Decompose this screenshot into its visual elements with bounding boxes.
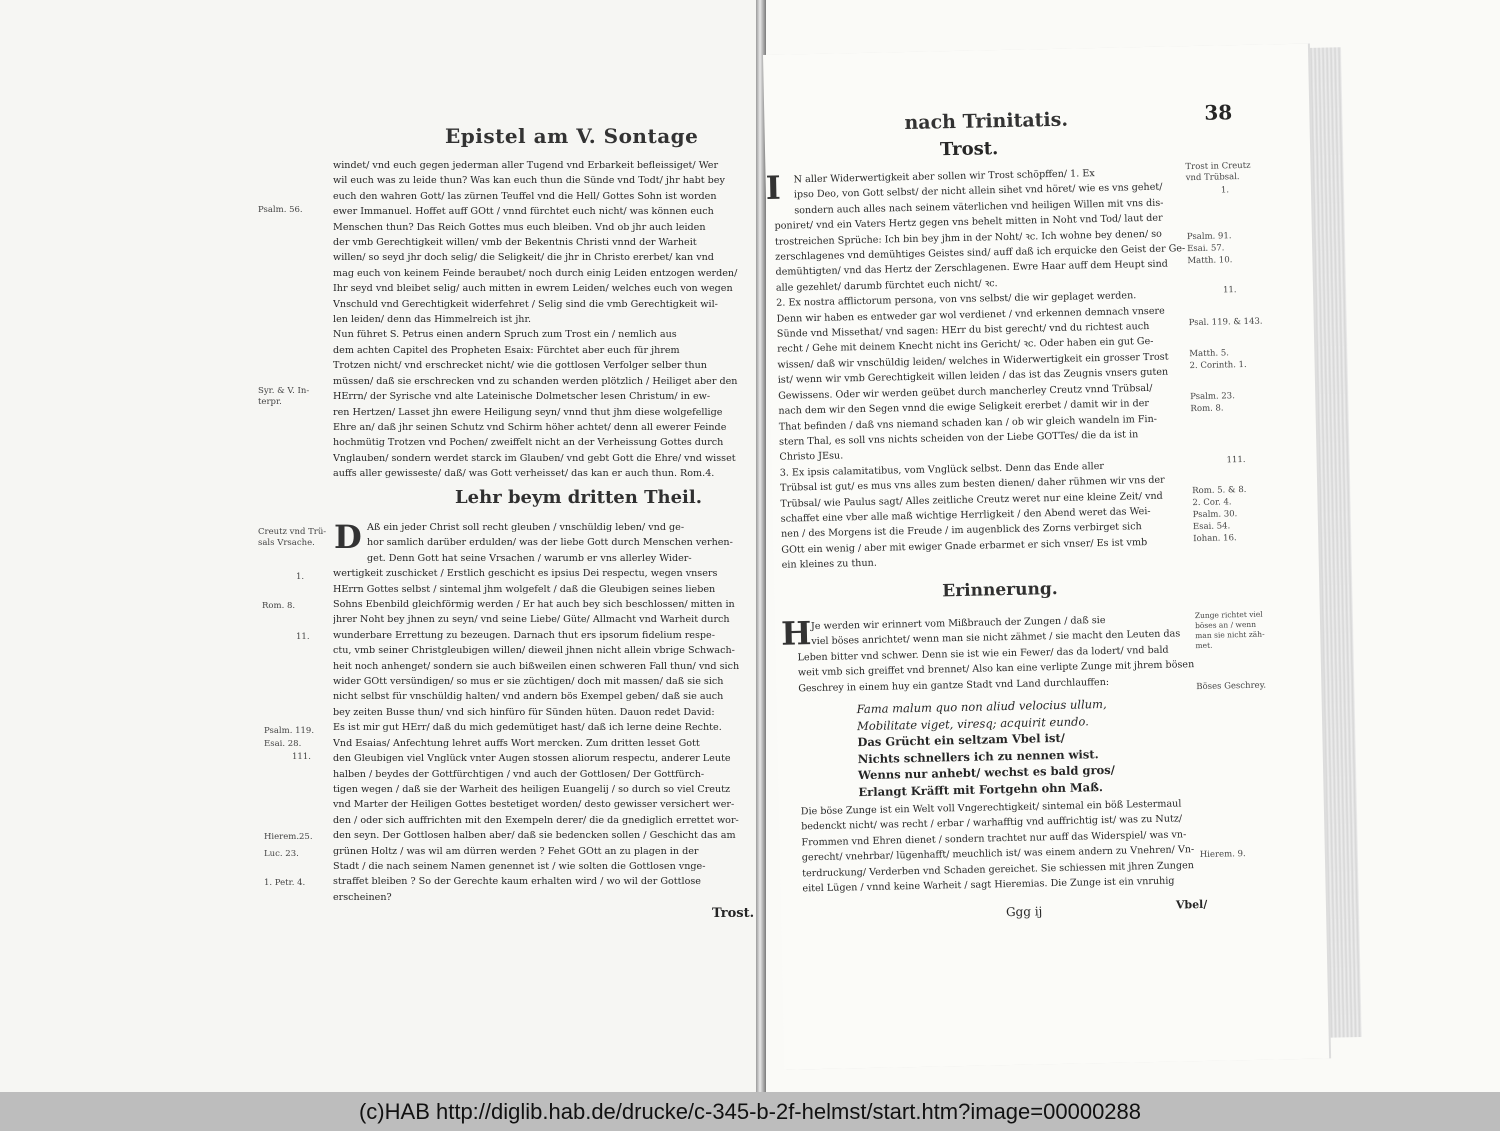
text-line: Stadt / die nach seinem Namen genennet ist / wie solten die Gottlosen vnge- (333, 860, 706, 872)
left-page (0, 0, 765, 1092)
right-margin-note: Psalm. 23. (1190, 391, 1235, 403)
verse-latin-line: Fama malum quo non aliud velocius ullum, (856, 696, 1107, 717)
text-line: GOtt ein wenig / aber mit ewiger Gnade erbarmet er sich vnser/ Es ist vmb (781, 536, 1148, 556)
text-line: ctu, vmb seiner Christgleubigen willen/ dieweil jhnen nicht allein vbrige Schwach- (333, 645, 735, 657)
right-top-text-block (773, 164, 1191, 573)
right-margin-note: böses an / wenn (1194, 619, 1257, 631)
text-line: straffet bleiben ? So der Gerechte kaum erhalten wird / wo wil der Gottlose (333, 876, 701, 888)
text-line: Vnschuld vnd Gerechtigkeit widerfehret / Selig sind die vmb Gerechtigkeit wil- (333, 298, 718, 310)
right-bottom-text-block (801, 796, 1203, 897)
right-margin-note: vnd Trübsal. (1185, 172, 1240, 184)
text-line: Trübsal ist gut/ es mus vns alles zum besten dienen/ daher rühmen wir vns der (779, 474, 1165, 494)
left-margin-note: terpr. (258, 397, 282, 407)
text-line: tigen wegen / daß sie der Warheit des heiligen Euangelij / so durch so viel Creutz (333, 783, 731, 795)
text-line: Vnglauben/ sondern werdet starck im Glauben/ vnd gebt Gott die Ehre/ vnd wisset (333, 452, 736, 464)
left-margin-note: sals Vrsache. (258, 538, 315, 548)
right-margin-note: Matth. 5. (1189, 348, 1230, 360)
text-line: hochmütig Trotzen vnd Pochen/ zweiffelt nicht an der Verheissung Gottes durch (333, 437, 724, 449)
text-line: wunderbare Errettung zu bezeugen. Darnach thut ers ipsorum fidelium respe- (333, 629, 715, 641)
signature-mark: Ggg ij (1005, 904, 1043, 920)
verse-german-line: Wenns nur anhebt/ wechst es bald gros/ (857, 762, 1116, 783)
text-line: Aß ein jeder Christ soll recht gleuben / vnschüldig leben/ vnd ge- (367, 522, 685, 533)
right-margin-note: Iohan. 16. (1193, 533, 1237, 545)
text-line: ewer Immanuel. Hoffet auff GOtt / vnnd fürchtet euch nicht/ was können euch (333, 206, 714, 218)
copyright-footer (0, 1092, 1500, 1131)
left-margin-note: Creutz vnd Trü- (258, 527, 327, 537)
text-line: Denn wir haben es entweder gar wol verdienet / vnd erkennen demnach vnsere (776, 305, 1165, 325)
text-line: recht / Gehe mit deinem Knecht nicht ins Gericht/ ꝛc. Oder haben ein gut Ge- (777, 336, 1154, 356)
text-line: erscheinen? (333, 891, 392, 903)
left-section-heading: Lehr beym dritten Theil. (455, 487, 702, 508)
text-line: auffs aller gewisseste/ daß/ was Gott verheisset/ das kan er auch thun. Rom.4. (333, 468, 715, 480)
left-drop-initial: D (334, 518, 362, 556)
text-line: den seyn. Der Gottlosen halben aber/ daß sie bedencken sollen / Geschicht das am (333, 830, 736, 842)
left-margin-note: Luc. 23. (264, 849, 299, 859)
right-margin-note: Rom. 5. & 8. (1192, 484, 1247, 497)
right-margin-note: Hierem. 9. (1199, 849, 1246, 861)
text-line: alle gezehlet/ darumb fürchtet euch nicht/ ꝛc. (775, 277, 998, 294)
right-margin-note: Psal. 119. & 143. (1188, 316, 1263, 329)
right-margin-note: 2. Corinth. 1. (1189, 359, 1247, 372)
text-line: hor samlich darüber erdulden/ was der liebe Gott durch Menschen verhen- (367, 537, 733, 549)
text-line: HErrn/ der Syrische vnd alte Lateinische Dolmetscher lesen Christum/ in ew- (333, 391, 711, 403)
text-line: terdruckung/ Verderben vnd Schaden gereichet. Sie schiessen mit jhren Zungen (802, 859, 1195, 879)
left-margin-note: Psalm. 119. (264, 726, 315, 736)
text-line: willen/ so seyd jhr doch selig/ die Seligkeit/ die jhr in Christo ererbet/ kan vnd (333, 252, 714, 264)
text-line: Je werden wir erinnert vom Mißbrauch der Zungen / daß sie (810, 614, 1106, 633)
text-line: viel böses anrichtet/ wenn man sie nicht zähmet / sie macht den Leuten das (811, 628, 1181, 648)
text-line: euch den wahren Gott/ las zürnen Teuffel vnd die Hell/ Gottes Sohn ist worden (333, 190, 717, 202)
text-line: Christo JEsu. (779, 450, 844, 464)
text-line: ein kleines zu thun. (781, 557, 877, 571)
left-margin-note: Hierem.25. (264, 832, 313, 842)
page-number: 38 (1204, 100, 1233, 125)
text-line: Trübsal/ wie Paulus sagt/ Alles zeitliche Creutz weret nur eine kleine Zeit/ vnd (780, 490, 1163, 510)
text-line: zerschlagenes vnd demühtiges Geistes sind/ auff daß ich erquicke den Geist der Ge- (775, 243, 1186, 263)
text-line: schaffet eine vber alle maß wichtige Herrligkeit / den Abend weret das Wei- (780, 505, 1151, 525)
right-margin-note: Zunge richtet viel (1194, 609, 1263, 621)
text-line: Nun führet S. Petrus einen andern Spruch zum Trost ein / nemlich aus (333, 329, 677, 341)
left-top-text-block (333, 158, 743, 482)
right-margin-note: Esai. 54. (1192, 521, 1231, 533)
text-line: wertigkeit zuschicket / Erstlich geschicht es ipsius Dei respectu, wegen vnsers (333, 568, 718, 580)
text-line: müssen/ daß sie erschrecken vnd zu schanden werden plötzlich / Heiliget aber den (333, 375, 738, 387)
right-margin-note: 11. (1222, 285, 1237, 296)
text-line: bey zeiten Busse thun/ vnd sich hinfüro für Sünden hüten. Dauon redet David: (333, 706, 715, 718)
right-running-head: nach Trinitatis. (904, 108, 1069, 135)
text-line: nicht selbst für vnschüldig halten/ vnd andern bös Exempel geben/ daß sie auch (333, 691, 724, 703)
text-line: bedenckt nicht/ was recht / erbar / warhafftig vnd auffrichtig ist/ was zu Nutz/ (801, 813, 1183, 833)
text-line: 2. Ex nostra afflictorum persona, von vns selbst/ die wir geplaget werden. (776, 290, 1137, 310)
left-running-head: Epistel am V. Sontage (445, 124, 699, 148)
text-line: jhrer Noht bey jhnen zu seyn/ vnd seine Liebe/ Güte/ Allmacht vnd Warheit durch (333, 614, 730, 626)
text-line: N aller Widerwertigkeit aber sollen wir Trost schöpffen/ 1. Ex (793, 168, 1095, 186)
text-line: mag euch von keinem Feinde beraubet/ noch durch einig Leiden entzogen werden/ (333, 267, 738, 279)
left-margin-note: Rom. 8. (262, 601, 296, 611)
text-line: len leiden/ denn das Himmelreich ist jhr. (333, 314, 532, 326)
right-margin-note: Esai. 57. (1187, 243, 1225, 255)
left-margin-note: 1. Petr. 4. (264, 878, 306, 888)
text-line: den Gleubigen viel Vnglück vnter Augen stossen aliorum respectu, anderer Leute (333, 753, 731, 765)
text-line: Sünde vnd Missethat/ vnd sagen: HErr du bist gerecht/ vnd du richtest auch (776, 321, 1150, 340)
text-line: den / oder sich auffrichten mit den Exempeln derer/ die da gnediglich errettet wor- (333, 814, 739, 826)
left-margin-note: Psalm. 56. (258, 205, 303, 215)
text-line: Ihr seyd vnd bleibet selig/ auch mitten in ewrem Leiden/ welches euch von wegen (333, 283, 733, 295)
verse-german-line: Nichts schnellers ich zu nennen wist. (857, 746, 1099, 766)
text-line: grünen Holtz / was wil am dürren werden ? Fehet GOtt an zu plagen in der (333, 845, 699, 857)
right-margin-note: man sie nicht zäh- (1195, 629, 1265, 641)
text-line: gerecht/ vnehrbar/ lügenhafft/ meuchlich ist/ was einem andern zu Vnehren/ Vn- (801, 844, 1195, 864)
right-margin-note: Böses Geschrey. (1196, 680, 1267, 693)
text-line: ren Hertzen/ Lasset jhn ewere Heiligung seyn/ vnnd thut jhm diese wolgefellige (333, 406, 723, 418)
text-line: Leben bitter vnd schwer. Denn sie ist wie ein Fewer/ das da lodert/ vnd bald (797, 644, 1169, 664)
text-line: heit noch anhenget/ sondern sie auch bißweilen einen schweren Fall thun/ vnd sich (333, 660, 740, 672)
right-page (763, 44, 1329, 1070)
text-line: windet/ vnd euch gegen jederman aller Tugend vnd Erbarkeit befleissiget/ Wer (333, 160, 719, 171)
text-line: get. Denn Gott hat seine Vrsachen / warumb er vns allerley Wider- (367, 552, 692, 564)
text-line: Frommen vnd Ehren dienet / sondern trachtet nur auff das Widerspiel/ was vn- (801, 829, 1187, 849)
left-margin-note: 11. (296, 632, 310, 642)
verse-german-line: Das Grücht ein seltzam Vbel ist/ (857, 730, 1066, 750)
right-margin-note: met. (1195, 640, 1213, 651)
text-line: ist/ wenn wir vmb Gerechtigkeit willen leiden / das ist das Zeugnis vnsers guten (777, 366, 1169, 387)
text-line: eitel Lügen / vnnd keine Warheit / sagt Hieremias. Die Zunge ist ein vnruhig (802, 875, 1175, 895)
text-line: That befinden / daß vns niemand schaden kan / ob wir gleich wandeln im Fin- (778, 413, 1158, 433)
verse-block (857, 696, 1116, 800)
text-line: der vmb Gerechtigkeit willen/ vmb der Bekentnis Christi vnnd der Warheit (333, 237, 697, 249)
right-drop-initial: I (765, 168, 782, 207)
left-catchword: Trost. (712, 906, 755, 921)
verse-german-line: Erlangt Kräfft mit Fortgehn ohn Maß. (858, 779, 1104, 799)
text-line: nen / des Morgens ist die Freude / im augenblick des Zorns verbirget sich (780, 521, 1142, 541)
right-margin-note: 1. (1220, 185, 1230, 196)
text-line: wil euch was zu leide thun? Was kan euch thun die Sünde vnd Todt/ jhr habt bey (333, 175, 725, 187)
right-margin-note: Psalm. 91. (1186, 231, 1232, 243)
right-margin-note: Psalm. 30. (1192, 509, 1238, 521)
text-line: trostreichen Sprüche: Ich bin bey jhm in der Noht/ ꝛc. Ich wohne bey denen/ so (774, 228, 1162, 248)
text-line: nach dem wir den Segen vnnd die ewige Seligkeit ererbet / damit wir in der (778, 398, 1150, 417)
text-line: Ehre an/ daß jhr seinen Schutz vnd Schirm höher achtet/ denn all ewerer Feinde (333, 421, 727, 433)
left-margin-note: Syr. & V. In- (258, 386, 310, 396)
text-line: Menschen thun? Das Reich Gottes mus euch bleiben. Vnd ob jhr auch leiden (333, 221, 706, 233)
right-margin-note: Matth. 10. (1187, 255, 1233, 267)
text-line: Es ist mir gut HErr/ daß du mich gedemütiget hast/ daß ich lerne deine Rechte. (333, 722, 722, 734)
text-line: dem achten Capitel des Propheten Esaix: Fürchtet aber euch für jhrem (333, 344, 680, 356)
text-line: 3. Ex ipsis calamitatibus, vom Vnglück selbst. Denn das Ende aller (779, 460, 1105, 479)
text-line: HErrn Gottes selbst / sintemal jhm wolgefelt / daß die Gleubigen seines lieben (333, 583, 716, 595)
text-line: Vnd Esaias/ Anfechtung lehret auffs Wort mercken. Zum dritten lesset Gott (333, 737, 700, 749)
left-margin-note: Esai. 28. (264, 739, 302, 749)
right-middle-text-block (797, 611, 1199, 696)
text-line: ipso Deo, von Gott selbst/ der nicht allein sihet vnd höret/ wie es vns gehet/ (793, 182, 1163, 201)
right-drop-initial-2: H (780, 614, 812, 653)
text-line: Gewissens. Oder wir werden geübet durch mancherley Creutz vnnd Trübsal/ (778, 382, 1153, 402)
right-margin-note: 2. Cor. 4. (1192, 497, 1232, 509)
left-bottom-text-block (333, 520, 748, 905)
text-line: weit vmb sich greiffet vnd brennet/ Also kan eine verlipte Zunge mit jhrem bösen (797, 659, 1195, 679)
left-margin-note: 111. (292, 752, 311, 762)
text-line: stern Thal, es soll vns nichts scheiden von der Liebe GOTTes/ die da ist in (778, 429, 1139, 448)
text-line: sondern auch alles nach seinem väterlichen vnd heiligen Willen mit vns dis- (794, 197, 1164, 217)
right-margin-note: 111. (1226, 454, 1246, 466)
text-line: demühtigten/ vnd das Hertz der Zerschlagenen. Ewre Haar auff dem Heupt sind (775, 259, 1169, 279)
left-margin-note: 1. (296, 572, 305, 582)
text-line: Sohns Ebenbild gleichförmig werden / Er hat auch bey sich beschlossen/ mitten in (333, 599, 735, 611)
text-line: Trotzen nicht/ vnd erschrecket nicht/ wie die gottlosen Verfolger selber thun (333, 360, 707, 372)
text-line: poniret/ vnd ein Vaters Hertz gegen vns behelt mitten in Noht vnd Tod/ laut der (774, 212, 1163, 233)
right-catchword: Vbel/ (1175, 897, 1208, 912)
right-margin-note: Rom. 8. (1190, 403, 1224, 415)
text-line: Die böse Zunge ist ein Welt voll Vngerechtigkeit/ sintemal ein böß Lestermaul (800, 798, 1182, 818)
text-line: wider GOtt versündigen/ so mus er sie züchtigen/ doch mit massen/ daß sie sich (333, 676, 724, 688)
text-line: halben / beydes der Gottfürchtigen / vnd auch der Gottlosen/ Der Gottfürch- (333, 768, 705, 780)
right-section-heading: Erinnerung. (942, 578, 1058, 602)
footer-url-text[interactable]: (c)HAB http://diglib.hab.de/drucke/c-345-b-2f-helmst/start.htm?image=00000288 (358, 1098, 1142, 1124)
text-line: vnd Marter der Heiligen Gottes bestetiget worden/ desto gewisser versichert wer- (333, 799, 735, 811)
verse-latin-line: Mobilitate viget, viresq; acquirit eundo. (856, 713, 1089, 733)
text-line: Geschrey in einem huy ein gantze Stadt vnd Land durchlauffen: (798, 676, 1110, 695)
text-line: wissen/ daß wir vnschüldig leiden/ welches in Widerwertigkeit ein grosser Trost (777, 351, 1169, 371)
right-margin-note: Trost in Creutz (1185, 160, 1251, 173)
right-subheading: Trost. (939, 138, 999, 161)
